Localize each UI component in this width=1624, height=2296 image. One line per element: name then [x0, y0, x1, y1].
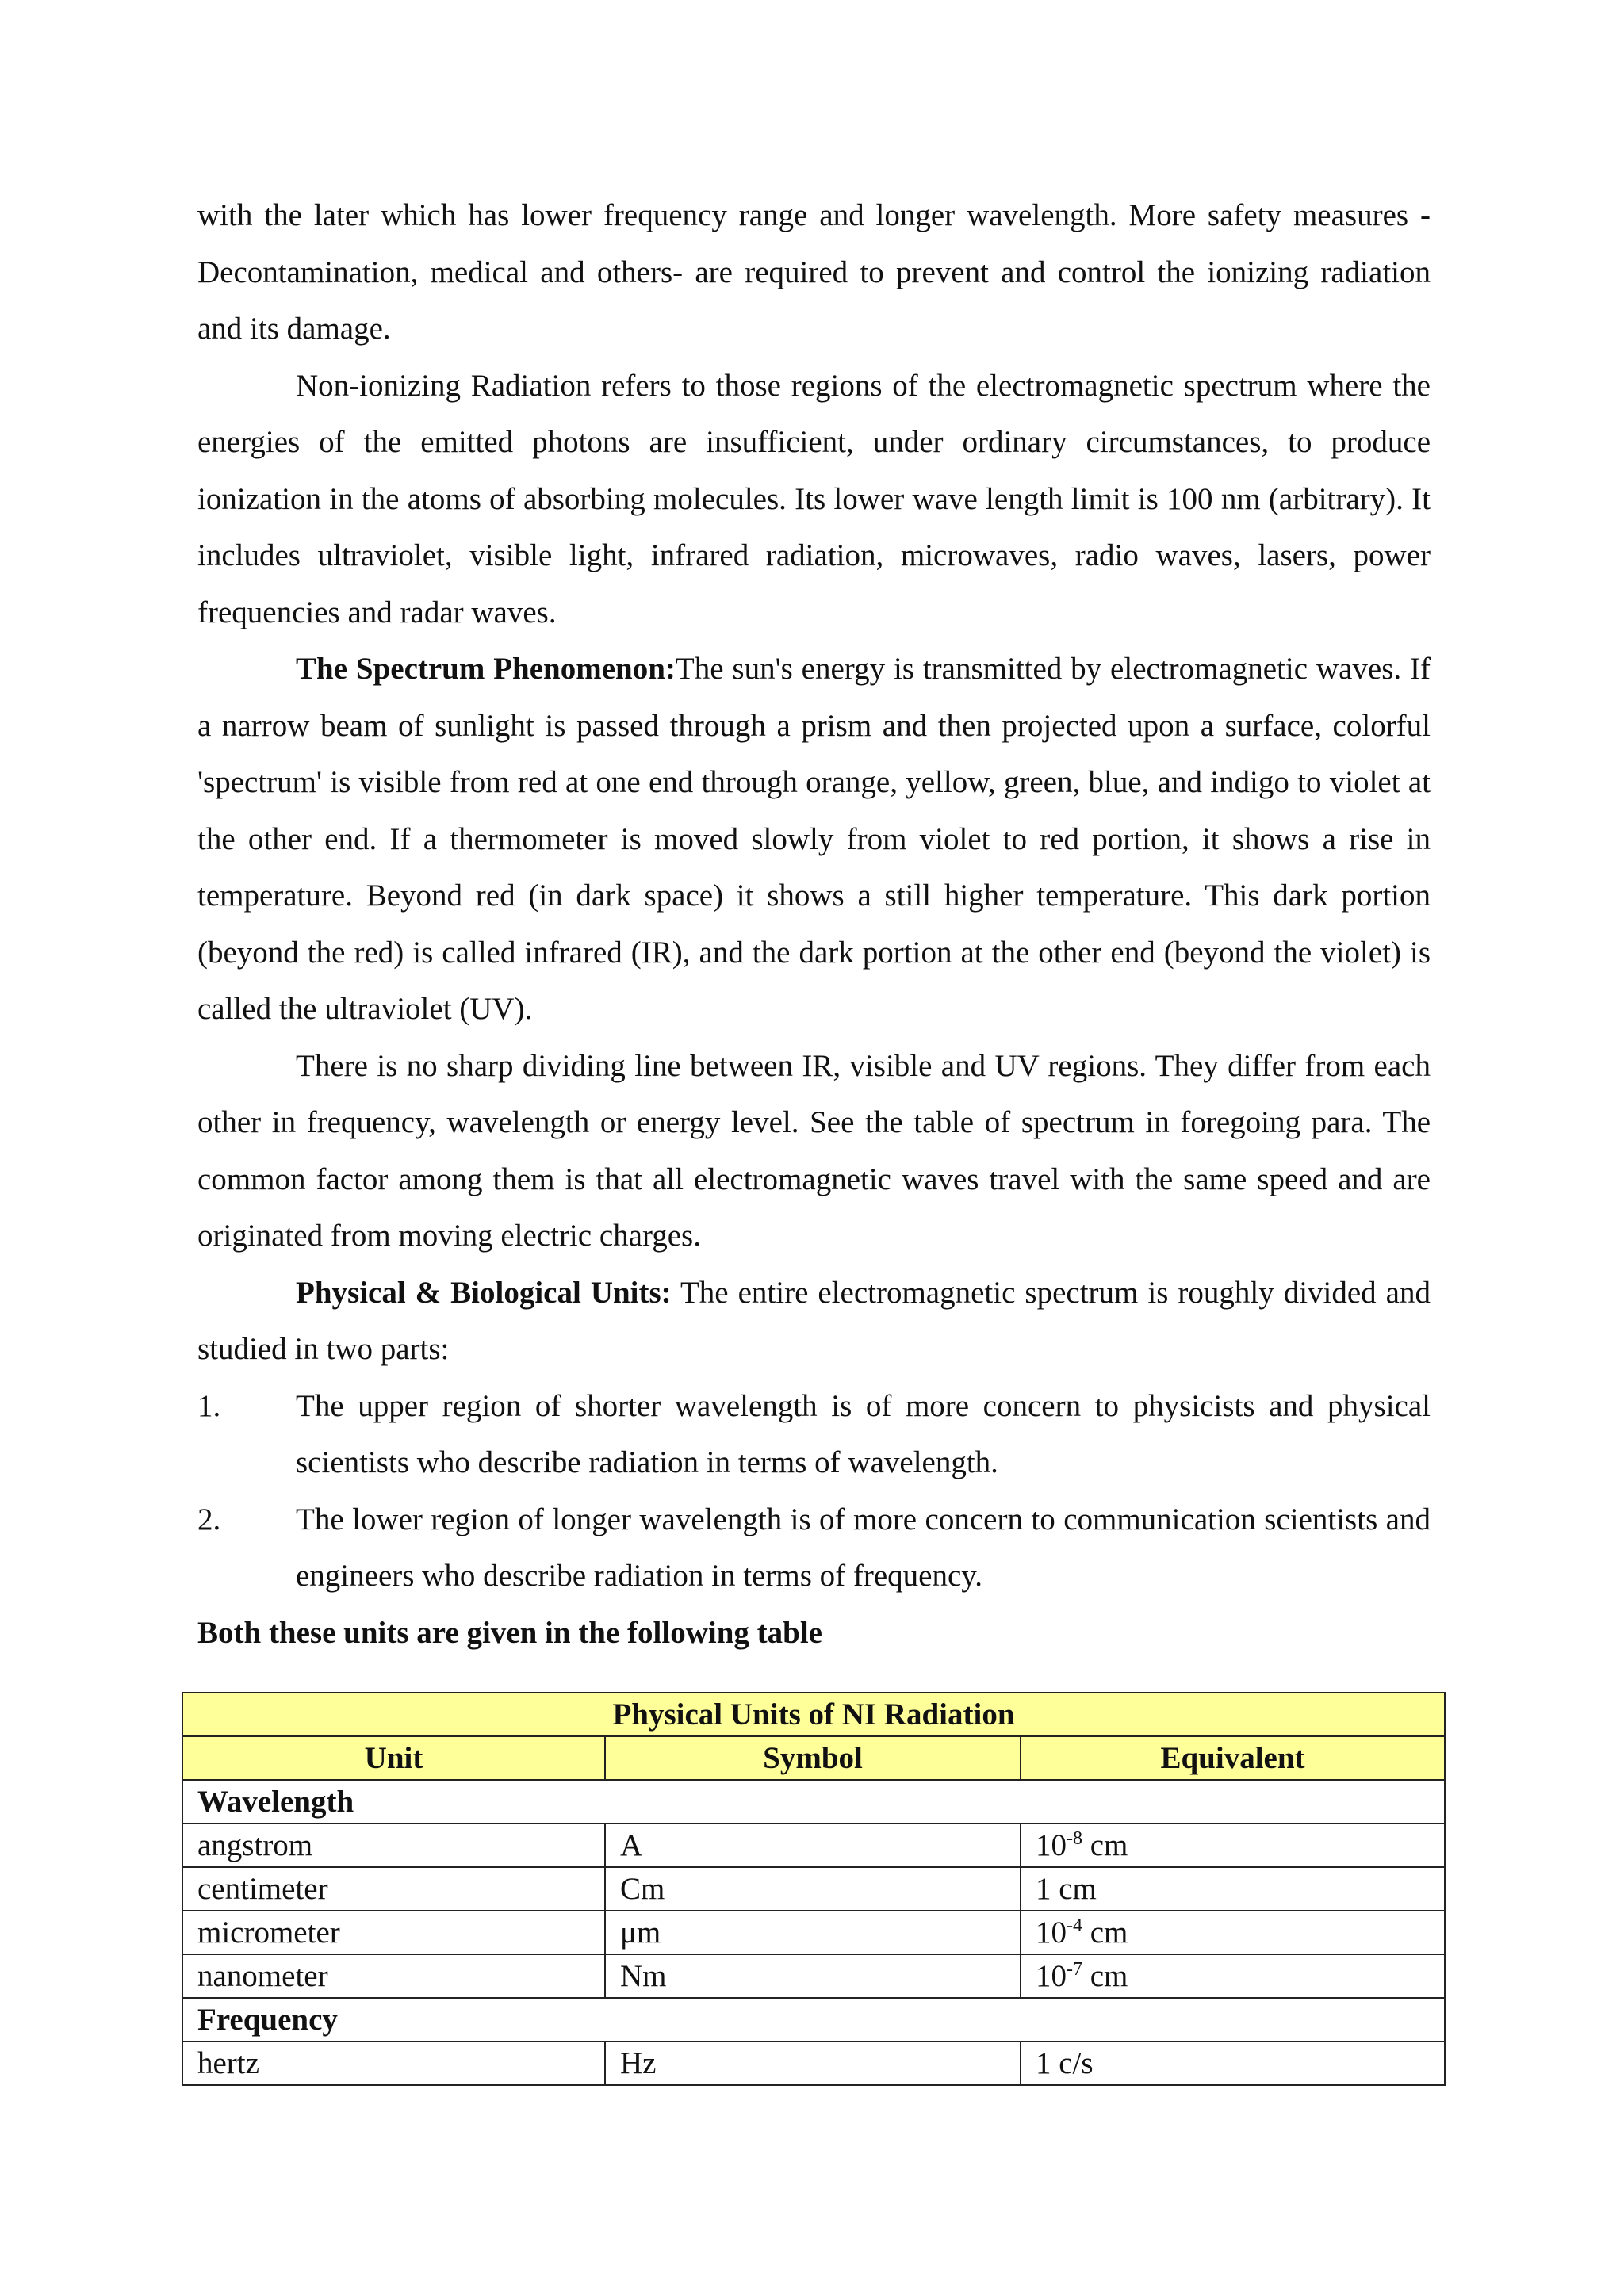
- header-equivalent: Equivalent: [1021, 1736, 1445, 1780]
- header-symbol: Symbol: [605, 1736, 1021, 1780]
- table-row: [182, 2042, 1445, 2085]
- cell-symbol: Nm: [605, 1954, 1021, 1998]
- list-number: 2.: [197, 1502, 221, 1536]
- cell-symbol: Cm: [605, 1867, 1021, 1911]
- cell-equivalent: 1 c/s: [1021, 2042, 1445, 2085]
- units-table: [182, 1692, 1446, 2086]
- cell-equivalent: $10^{-8}$ cm: [1021, 1823, 1445, 1867]
- table-row: [182, 1867, 1445, 1911]
- list-text: The lower region of longer wavelength is of more concern to communication scientists and engineers who describe radiation in terms of frequency.: [296, 1502, 1431, 1593]
- cell-unit: angstrom: [182, 1823, 605, 1867]
- table-header-row: [182, 1736, 1445, 1780]
- table-intro: Both these units are given in the following table: [197, 1615, 822, 1650]
- table-title-row: [182, 1693, 1445, 1736]
- paragraph-physical-units: [197, 1265, 1431, 1378]
- paragraph-non-ionizing: Non-ionizing Radiation refers to those regions of the electromagnetic spectrum where the energies of the emitted photons are insufficient, under ordinary circumstances, to produce ionization in the atoms of absorbing molecules. Its lower wave length limit is 100 nm (arbitrary). It includes ultraviolet, visible light, infrared radiation, microwaves, radio waves, lasers, power frequencies and radar waves.: [197, 368, 1431, 629]
- paragraph-spectrum-phenomenon: [197, 641, 1431, 1038]
- spectrum-phenomenon-text: The sun's energy is transmitted by electromagnetic waves. If a narrow beam of sunlight is passed through a prism and then projected upon a surface, colorful 'spectrum' is visible from red at one end through orange, yellow, green, blue, and indigo to violet at the other end. If a thermometer is moved slowly from violet to red portion, it shows a rise in temperature. Beyond red (in dark space) it shows a still higher temperature. This dark portion (beyond the red) is called infrared (IR), and the dark portion at the other end (beyond the violet) is called the ultraviolet (UV).: [197, 652, 1431, 1026]
- section-wavelength: Wavelength: [182, 1780, 1445, 1823]
- list-text: The upper region of shorter wavelength is of more concern to physicists and physical scientists who describe radiation in terms of wavelength.: [296, 1388, 1431, 1479]
- paragraph-dividing-line: There is no sharp dividing line between IR, visible and UV regions. They differ from each other in frequency, wavelength or energy level. See the table of spectrum in foregoing para. The common factor among them is that all electromagnetic waves travel with the same speed and are originated from moving electric charges.: [197, 1048, 1431, 1253]
- table-row: [182, 1911, 1445, 1954]
- header-unit: Unit: [182, 1736, 605, 1780]
- cell-equivalent: 1 cm: [1021, 1867, 1445, 1911]
- section-frequency: Frequency: [182, 1998, 1445, 2042]
- cell-unit: micrometer: [182, 1911, 605, 1954]
- table-row: [182, 1954, 1445, 1998]
- table-title: Physical Units of NI Radiation: [182, 1693, 1445, 1736]
- table-row: [182, 1823, 1445, 1867]
- heading-physical-biological-units: Physical & Biological Units:: [296, 1275, 672, 1310]
- body-text: [197, 187, 1431, 1661]
- table-section-row: [182, 1780, 1445, 1823]
- cell-unit: centimeter: [182, 1867, 605, 1911]
- cell-unit: nanometer: [182, 1954, 605, 1998]
- list-item: [197, 1378, 1431, 1491]
- cell-equivalent: $10^{-4}$ cm: [1021, 1911, 1445, 1954]
- physical-units-text: The entire electromagnetic spectrum is roughly divided and studied in two parts:: [197, 1275, 1431, 1366]
- list-number: 1.: [197, 1388, 221, 1423]
- cell-symbol: A: [605, 1823, 1021, 1867]
- heading-spectrum-phenomenon: The Spectrum Phenomenon:: [296, 652, 676, 686]
- table-section-row: [182, 1998, 1445, 2042]
- cell-equivalent: $10^{-7}$ cm: [1021, 1954, 1445, 1998]
- list-item: [197, 1491, 1431, 1605]
- cell-unit: hertz: [182, 2042, 605, 2085]
- paragraph-ionizing-continuation: with the later which has lower frequency range and longer wavelength. More safety measures - Decontamination, medical and others- are required to prevent and control the ionizing radiation and its damage.: [197, 198, 1431, 346]
- cell-symbol: Hz: [605, 2042, 1021, 2085]
- cell-symbol: μm: [605, 1911, 1021, 1954]
